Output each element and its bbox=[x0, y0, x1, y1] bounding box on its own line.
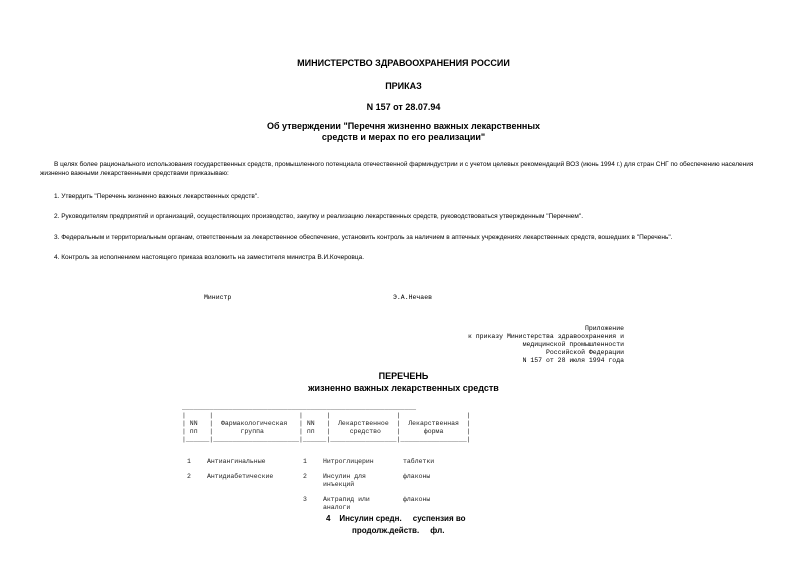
table-cell-num: 2 bbox=[187, 473, 191, 480]
table-line: | NN | Фармакологическая | NN | Лекарственное | Лекарственная | bbox=[182, 420, 471, 427]
order-item-2: 2. Руководителям предприятий и организаций, осуществляющих производство, закупку и реализацию лекарственных средств, руководствоваться утвержденным "Перечнем". bbox=[54, 213, 584, 220]
table-row-4-line-1: 4 Инсулин средн. суспензия во bbox=[326, 514, 466, 523]
table-row-4-line-2: продолж.действ. фл. bbox=[352, 526, 445, 535]
order-item-1: 1. Утвердить "Перечень жизненно важных лекарственных средств". bbox=[54, 193, 259, 200]
list-title: ПЕРЕЧЕНЬ bbox=[378, 371, 429, 381]
drug-table-header bbox=[182, 404, 471, 444]
appendix-line: медицинской промышленности bbox=[522, 341, 624, 348]
table-line: ____________________________________________________________ bbox=[182, 404, 417, 411]
table-cell-num2: 1 bbox=[303, 458, 307, 465]
table-cell-form: флаконы bbox=[403, 496, 431, 503]
table-line: | | | | | | bbox=[182, 412, 471, 419]
appendix-line: Приложение bbox=[584, 325, 624, 332]
appendix-line: Российской Федерации bbox=[545, 349, 624, 356]
preamble-paragraph: В целях более рационального использования государственных средств, промышленного потенциала отечественной фарминдустрии и с учетом целевых рекомендаций ВОЗ (июнь 1994 г.) для стран СНГ по обеспечению населения жизненно важными лекарственными средствами приказываю: bbox=[40, 161, 754, 177]
order-item-4: 4. Контроль за исполнением настоящего приказа возложить на заместителя министра В.И.Кочеровца. bbox=[54, 254, 365, 261]
table-cell-num2: 2 bbox=[303, 473, 307, 480]
order-subject-line-2: средств и мерах по его реализации" bbox=[321, 132, 486, 142]
table-cell-num2: 3 bbox=[303, 496, 307, 503]
table-cell-form: флаконы bbox=[403, 473, 431, 480]
appendix-line: N 157 от 28 июля 1994 года bbox=[522, 357, 624, 364]
order-number-date: N 157 от 28.07.94 bbox=[366, 102, 441, 112]
appendix-note bbox=[468, 325, 624, 365]
table-cell-drug: Нитроглицерин bbox=[323, 458, 374, 465]
table-cell-form: таблетки bbox=[403, 458, 435, 465]
list-subtitle: жизненно важных лекарственных средств bbox=[308, 383, 499, 393]
table-cell-group: Антидиабетические bbox=[207, 473, 274, 480]
table-cell-drug: Инсулин для инъекций bbox=[323, 473, 366, 488]
order-item-3: 3. Федеральным и территориальным органам, ответственным за лекарственное обеспечение, установить контроль за наличием в аптечных учреждениях лекарственных средств, вошедших в "Перечень". bbox=[54, 234, 673, 241]
table-cell-drug: Актрапид или аналоги bbox=[323, 496, 370, 511]
document-type: ПРИКАЗ bbox=[385, 81, 422, 91]
table-line: | пп | группа | пп | средство | форма | bbox=[182, 428, 471, 435]
order-subject-line-1: Об утверждении "Перечня жизненно важных лекарственных bbox=[266, 121, 541, 131]
table-cell-num: 1 bbox=[187, 458, 191, 465]
table-line: |______|______________________|______|_________________|_________________| bbox=[182, 436, 471, 443]
table-cell-group: Антиангинальные bbox=[207, 458, 266, 465]
table-row-4 bbox=[300, 513, 520, 537]
order-subject bbox=[0, 121, 807, 143]
appendix-line: к приказу Министерства здравоохранения и bbox=[467, 333, 624, 340]
signature-name: Э.А.Нечаев bbox=[393, 294, 433, 301]
ministry-name: МИНИСТЕРСТВО ЗДРАВООХРАНЕНИЯ РОССИИ bbox=[297, 58, 510, 68]
signature-role: Министр bbox=[204, 294, 232, 301]
